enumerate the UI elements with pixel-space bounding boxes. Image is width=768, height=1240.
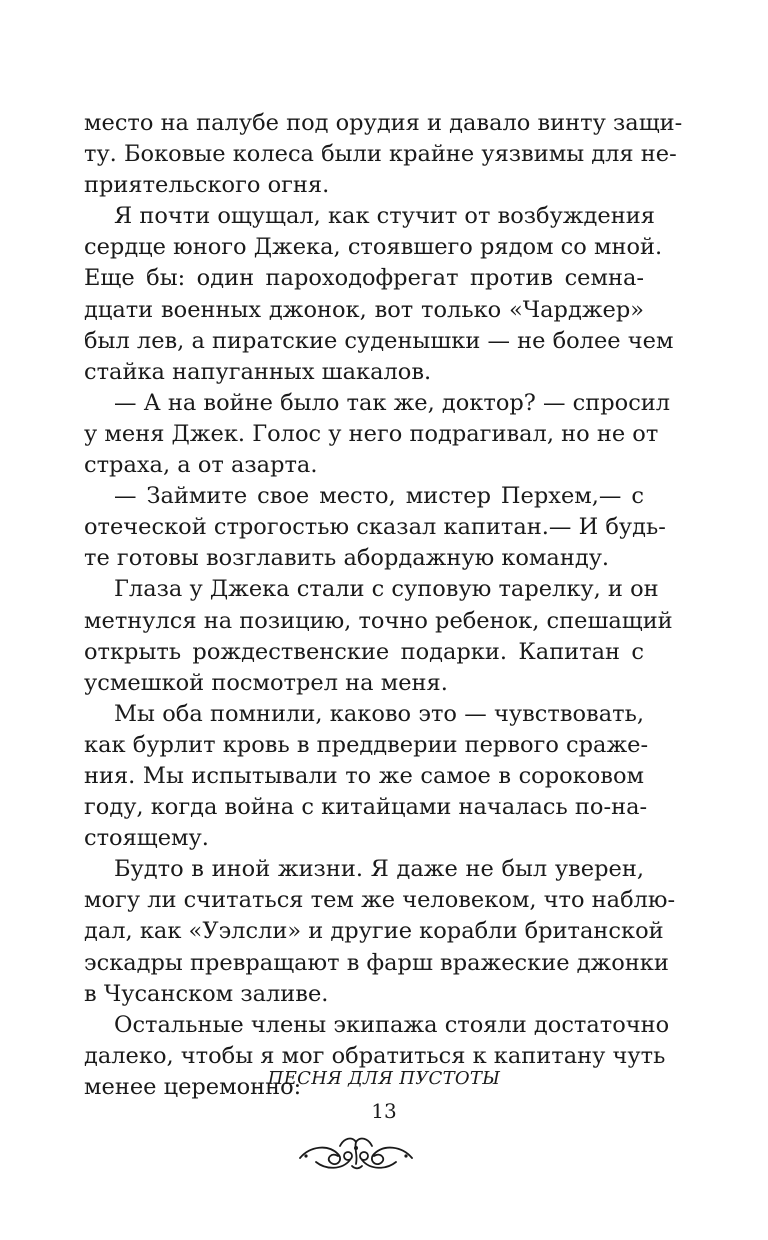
decorative-flourish-icon — [296, 1128, 416, 1174]
text-line: могу ли считаться тем же человеком, что наблю- — [84, 887, 676, 914]
text-line: Остальные члены экипажа стояли достаточно — [114, 1011, 670, 1038]
text-line: стайка напуганных шакалов. — [84, 358, 432, 385]
text-line: страха, а от азарта. — [84, 452, 318, 479]
page-number: 13 — [371, 1099, 397, 1123]
text-line: место на палубе под орудия и давало винту защи- — [84, 110, 683, 136]
text-line: Мы оба помнили, каково это — чувствовать, — [114, 700, 644, 727]
text-line: ния. Мы испытывали то же самое в сороковом — [84, 762, 644, 789]
text-line: дцати военных джонок, вот только «Чарджер» — [84, 296, 644, 323]
text-line: Будто в иной жизни. Я даже не был уверен, — [114, 856, 644, 883]
text-line: сердце юного Джека, стоявшего рядом со мной. — [84, 234, 663, 261]
text-line: Глаза у Джека стали с суповую тарелку, и он — [114, 576, 659, 603]
text-line: дал, как «Уэлсли» и другие корабли британской — [84, 918, 664, 945]
text-line: — А на войне было так же, доктор? — спросил — [114, 389, 671, 416]
text-line: открыть рождественские подарки. Капитан с — [84, 638, 644, 665]
running-title: ПЕСНЯ ДЛЯ ПУСТОТЫ — [267, 1068, 501, 1089]
text-line: отеческой строгостью сказал капитан.— И будь- — [84, 514, 666, 541]
text-line: эскадры превращают в фарш вражеские джонки — [84, 949, 669, 976]
text-line: как бурлит кровь в преддверии первого сраже- — [84, 731, 649, 758]
text-line: Я почти ощущал, как стучит от возбуждения — [114, 203, 655, 230]
text-line: менее церемонно: — [84, 1073, 302, 1100]
text-line: в Чусанском заливе. — [84, 980, 329, 1007]
text-line: Еще бы: один пароходофрегат против семна- — [84, 265, 644, 292]
text-line: году, когда война с китайцами началась по-на- — [84, 794, 648, 821]
body-text — [84, 108, 683, 1103]
text-line: усмешкой посмотрел на меня. — [84, 669, 448, 696]
text-line: — Займите свое место, мистер Перхем,— с — [114, 483, 644, 510]
text-line: у меня Джек. Голос у него подрагивал, но не от — [84, 420, 659, 447]
text-line: те готовы возглавить абордажную команду. — [84, 545, 610, 572]
text-line: стоящему. — [84, 825, 209, 852]
text-line: далеко, чтобы я мог обратиться к капитану чуть — [84, 1042, 666, 1069]
text-line: ту. Боковые колеса были крайне уязвимы для не- — [84, 141, 677, 168]
text-line: метнулся на позицию, точно ребенок, спешащий — [84, 607, 673, 634]
text-line: был лев, а пиратские суденышки — не более чем — [84, 327, 674, 354]
text-line: приятельского огня. — [84, 172, 330, 199]
